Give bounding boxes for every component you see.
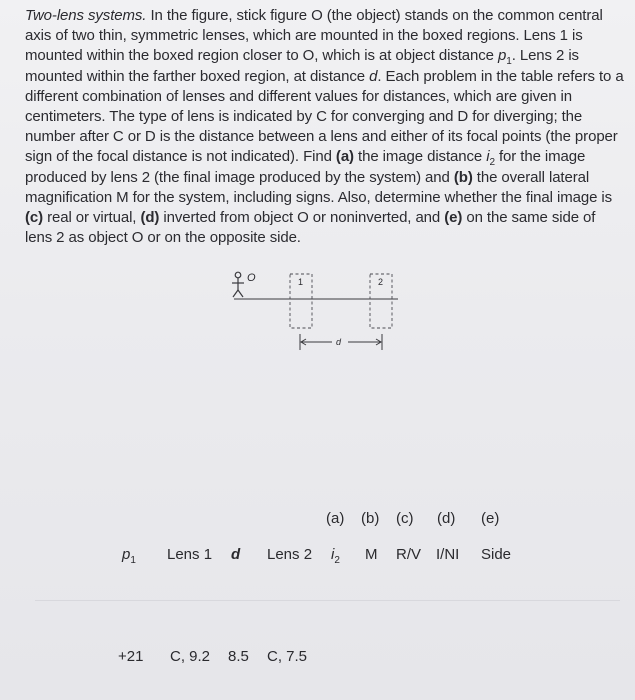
stick-figure-icon <box>232 272 244 297</box>
col-side: Side <box>481 546 512 563</box>
row-d-value: 8.5 <box>228 648 249 665</box>
row-divider <box>35 600 620 601</box>
object-distance-subscript: 1 <box>506 56 512 68</box>
problem-text-6: the overall lateral magnification M for the system, including signs. Also, determine whether the final image is <box>25 168 613 206</box>
problem-text-7: real or virtual, <box>43 209 141 227</box>
problem-text-2: . Lens 2 is mounted within the farther boxed region, at distance <box>25 47 579 85</box>
col-p1-symbol: p <box>122 546 131 563</box>
col-i2-symbol: i <box>331 546 335 563</box>
image-distance-symbol: i <box>486 148 490 166</box>
problem-text-1: In the figure, stick figure O (the object) stands on the common central axis of two thin, symmetric lenses, which are mounted in the boxed regions. Lens 1 is mounted within the boxed region closer to O, which is at object distance <box>25 7 603 65</box>
col-p1-subscript: 1 <box>130 555 136 566</box>
row-p1-value: +21 <box>118 648 144 665</box>
col-lens1: Lens 1 <box>167 546 213 563</box>
part-a-header: (a) <box>326 510 345 527</box>
problem-statement <box>25 6 625 248</box>
problem-text-5: for the image produced by lens 2 (the final image produced by the system) and <box>25 148 586 186</box>
part-d-header: (d) <box>437 510 456 527</box>
col-i2-subscript: 2 <box>334 555 340 566</box>
col-i2 <box>331 546 340 566</box>
part-b-label: (b) <box>453 168 473 186</box>
lens2-label: 2 <box>378 277 384 287</box>
col-rv: R/V <box>396 546 422 563</box>
object-label: O <box>247 272 256 284</box>
part-a-label: (a) <box>335 148 354 166</box>
part-c-header: (c) <box>396 510 414 527</box>
col-d: d <box>231 546 241 563</box>
row-lens2-value: C, 7.5 <box>267 648 308 665</box>
two-lens-diagram <box>228 268 408 358</box>
part-d-label: (d) <box>140 209 160 227</box>
col-p1 <box>122 546 136 566</box>
col-m: M <box>365 546 378 563</box>
problem-text-9: on the same side of lens 2 as object O or on the opposite side. <box>25 209 596 247</box>
part-e-label: (e) <box>444 209 463 227</box>
lens-distance-symbol: d <box>369 67 378 85</box>
part-b-header: (b) <box>361 510 380 527</box>
problem-text-3: . Each problem in the table refers to a different combination of lenses and different values for distances, which are given in centimeters. The type of lens is indicated by C for converging and D for diverging; the number after C or D is the distance between a lens and either of its focal points (the proper sign of the focal distance is not indicated). Find <box>25 67 624 166</box>
lens1-label: 1 <box>298 277 304 287</box>
part-e-header: (e) <box>481 510 500 527</box>
problem-text-8: inverted from object O or noninverted, and <box>159 209 445 227</box>
object-distance-symbol: p <box>497 47 507 65</box>
distance-label: d <box>336 337 342 347</box>
part-c-label: (c) <box>25 209 44 227</box>
two-lens-figure <box>228 268 408 358</box>
problem-title: Two-lens systems. <box>25 7 147 24</box>
col-ini: I/NI <box>436 546 460 563</box>
image-distance-subscript: 2 <box>489 157 495 169</box>
col-lens2: Lens 2 <box>267 546 313 563</box>
problem-text-4: the image distance <box>353 148 487 166</box>
row-lens1-value: C, 9.2 <box>170 648 211 665</box>
